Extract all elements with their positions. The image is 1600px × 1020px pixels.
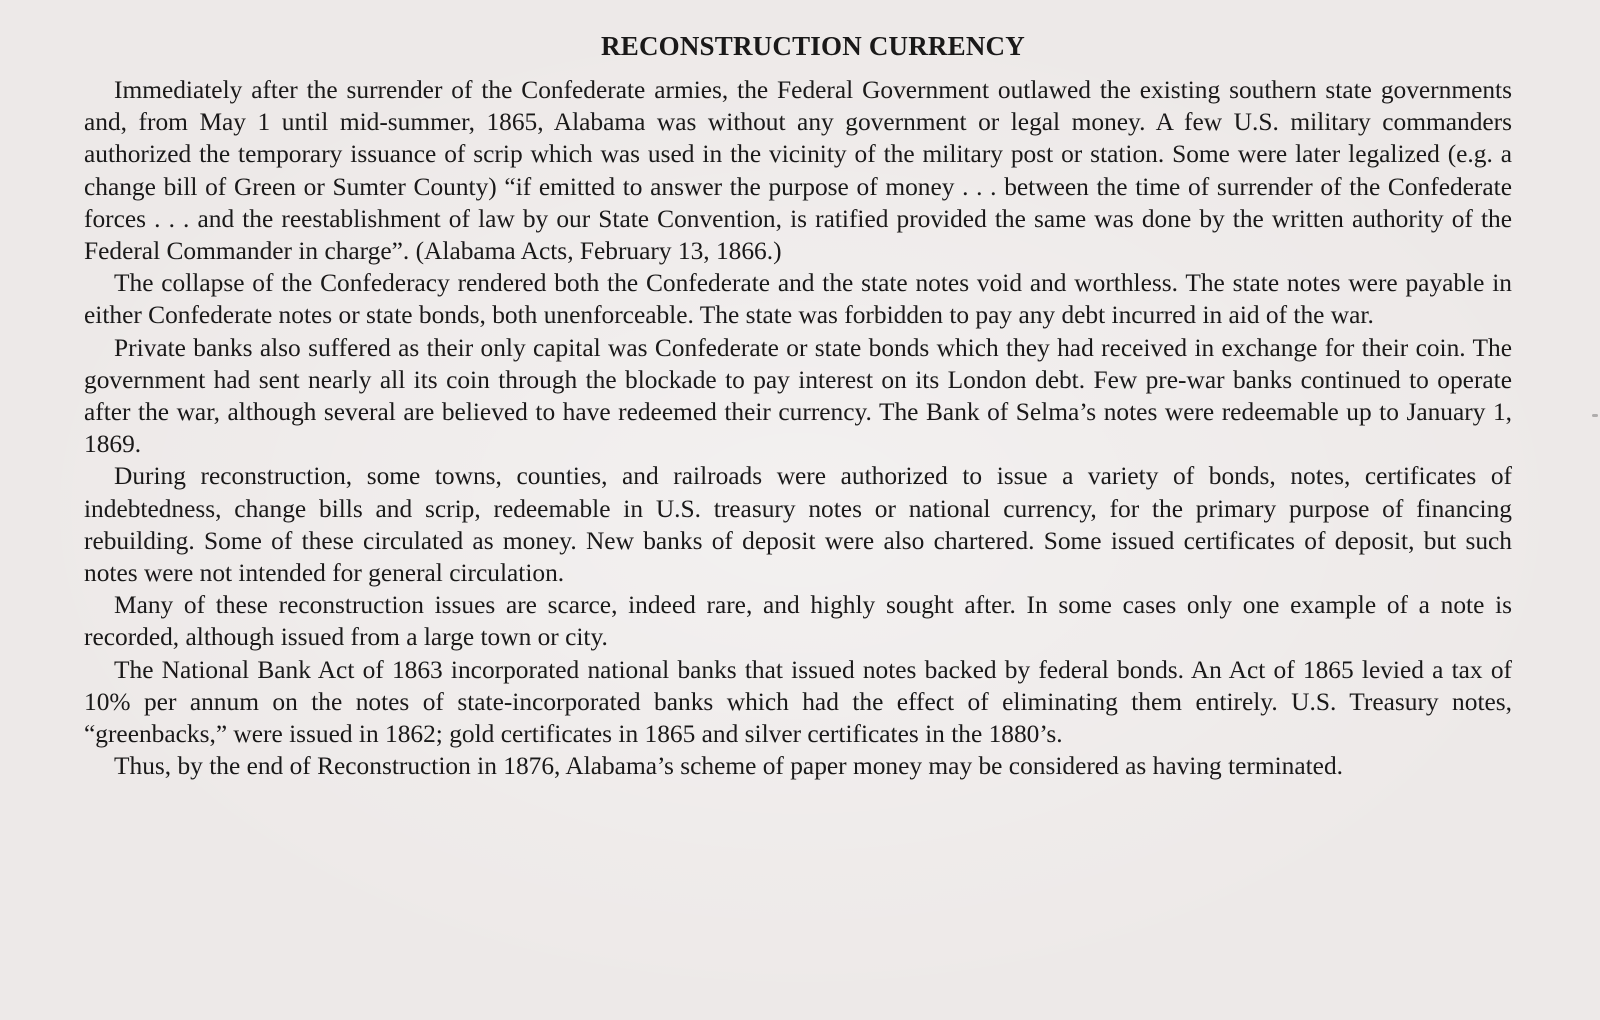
paragraph-5: Many of these reconstruction issues are scarce, indeed rare, and highly sought after. In some cases only one example of a note is recorded, although issued from a large town or city. bbox=[84, 591, 1512, 652]
page-title: RECONSTRUCTION CURRENCY bbox=[601, 31, 1025, 61]
paragraph-1: Immediately after the surrender of the Confederate armies, the Federal Government outlawed the existing southern state governments and, from May 1 until mid-summer, 1865, Alabama was without any government or legal money. A few U.S. military commanders authorized the temporary issuance of scrip which was used in the vicinity of the military post or station. Some were later legalized (e.g. a change bill of Green or Sumter County) “if emitted to answer the purpose of money . . . between the time of surrender of the Confederate forces . . . and the reestablishment of law by our State Convention, is ratified provided the same was done by the written authority of the Federal Commander in charge”. (Alabama Acts, February 13, 1866.) bbox=[84, 76, 1512, 266]
paragraph-6: The National Bank Act of 1863 incorporated national banks that issued notes backed by federal bonds. An Act of 1865 levied a tax of 10% per annum on the notes of state-incorporated banks which had the effect of eliminating them entirely. U.S. Treasury notes, “greenbacks,” were issued in 1862; gold certificates in 1865 and silver certificates in the 1880’s. bbox=[84, 655, 1512, 749]
paragraph-7: Thus, by the end of Reconstruction in 1876, Alabama’s scheme of paper money may be considered as having terminated. bbox=[114, 752, 1343, 781]
page-edge-mark bbox=[1592, 414, 1598, 417]
article bbox=[84, 28, 1512, 782]
paragraph-2: The collapse of the Confederacy rendered both the Confederate and the state notes void and worthless. The state notes were payable in either Confederate notes or state bonds, both unenforceable. The state was forbidden to pay any debt incurred in aid of the war. bbox=[84, 269, 1512, 330]
paragraph-3: Private banks also suffered as their only capital was Confederate or state bonds which they had received in exchange for their coin. The government had sent nearly all its coin through the blockade to pay interest on its London debt. Few pre-war banks continued to operate after the war, although several are believed to have redeemed their currency. The Bank of Selma’s notes were redeemable up to January 1, 1869. bbox=[84, 333, 1512, 459]
paragraph-4: During reconstruction, some towns, counties, and railroads were authorized to issue a variety of bonds, notes, certificates of indebtedness, change bills and scrip, redeemable in U.S. treasury notes or national currency, for the primary purpose of financing rebuilding. Some of these circulated as money. New banks of deposit were also chartered. Some issued certificates of deposit, but such notes were not intended for general circulation. bbox=[84, 462, 1512, 588]
